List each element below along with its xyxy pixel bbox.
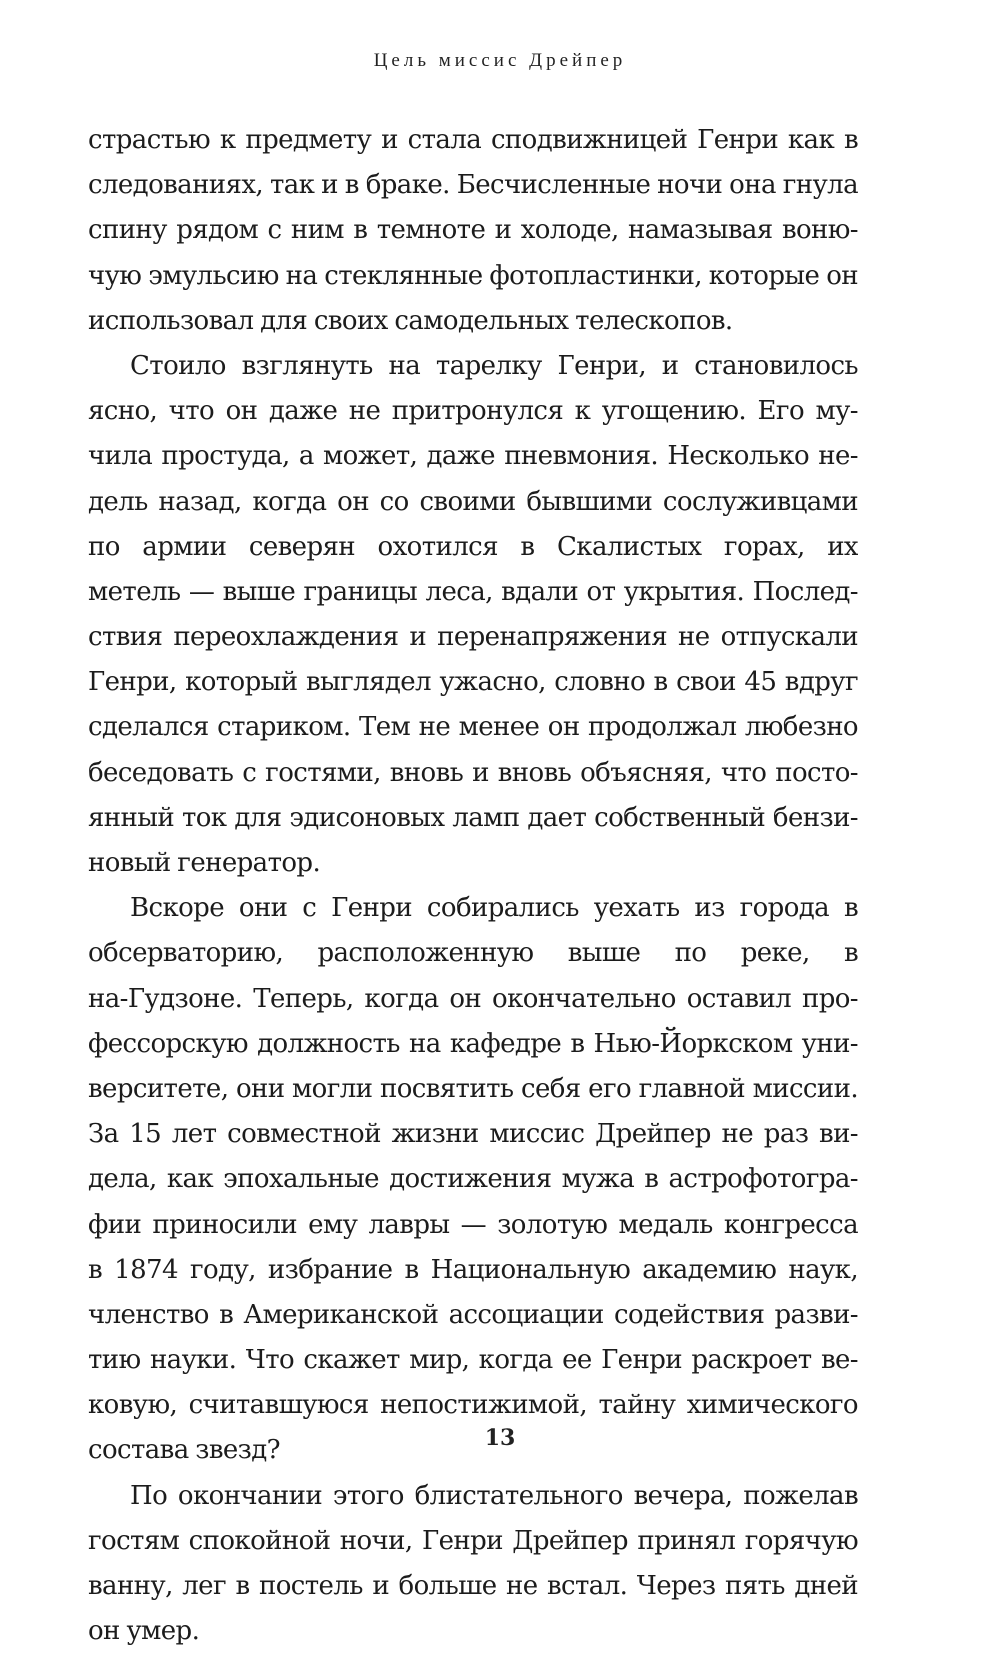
text-line: чую эмульсию на стеклянные фотопластинки, которые он xyxy=(88,260,858,291)
body-text xyxy=(88,118,858,1654)
text-line: на-Гудзоне. Теперь, когда он окончательно оставил про- xyxy=(88,983,858,1014)
text-line: страстью к предмету и стала сподвижницей Генри как в xyxy=(88,125,858,155)
text-line: чила простуда, а может, даже пневмония. Несколько не- xyxy=(88,441,858,472)
running-head: Цель миссис Дрейпер xyxy=(373,50,627,71)
text-line: фессорскую должность на кафедре в Нью-Йоркском уни- xyxy=(88,1028,858,1059)
text-line: гостям спокойной ночи, Генри Дрейпер принял горячую xyxy=(88,1525,858,1556)
text-line: состава звезд? xyxy=(88,1435,280,1466)
text-line: ясно, что он даже не притронулся к угощению. Его му- xyxy=(88,396,858,427)
text-line: он умер. xyxy=(88,1616,200,1647)
text-line: Вскоре они с Генри собирались уехать из города в xyxy=(130,893,858,924)
page-number: 13 xyxy=(484,1425,516,1451)
text-line: метель — выше границы леса, вдали от укрытия. Послед- xyxy=(88,576,858,607)
text-line: спину рядом с ним в темноте и холоде, намазывая воню- xyxy=(88,215,858,246)
text-line: ковую, считавшуюся непостижимой, тайну химического xyxy=(88,1390,858,1421)
text-line: ствия переохлаждения и перенапряжения не отпускали xyxy=(88,622,858,653)
text-line: Генри, который выглядел ужасно, словно в свои 45 вдруг xyxy=(88,667,858,698)
text-line: обсерваторию, расположенную выше по реке, в xyxy=(88,938,858,969)
text-line: Стоило взглянуть на тарелку Генри, и становилось xyxy=(130,350,858,381)
text-line: новый генератор. xyxy=(88,848,321,878)
text-line: За 15 лет совместной жизни миссис Дрейпер не раз ви- xyxy=(88,1119,858,1150)
text-line: в 1874 году, избрание в Национальную академию наук, xyxy=(88,1254,858,1285)
text-line: фии приносили ему лавры — золотую медаль конгресса xyxy=(88,1209,858,1240)
text-line: членство в Американской ассоциации содействия разви- xyxy=(88,1299,858,1330)
text-line: дель назад, когда он со своими бывшими сослуживцами xyxy=(88,486,858,517)
text-line: ванну, лег в постель и больше не встал. Через пять дней xyxy=(88,1571,858,1601)
text-line: тию науки. Что скажет мир, когда ее Генри раскроет ве- xyxy=(88,1345,858,1376)
text-line: беседовать с гостями, вновь и вновь объясняя, что посто- xyxy=(88,757,858,788)
text-line: янный ток для эдисоновых ламп дает собственный бензи- xyxy=(88,802,858,833)
text-line: сделался стариком. Тем не менее он продолжал любезно xyxy=(88,712,858,743)
text-line: следованиях, так и в браке. Бесчисленные ночи она гнула xyxy=(88,170,858,201)
text-line: по армии северян охотился в Скалистых горах, их xyxy=(88,531,858,562)
text-line: использовал для своих самодельных телескопов. xyxy=(88,305,733,336)
text-line: верситете, они могли посвятить себя его главной миссии. xyxy=(88,1073,858,1104)
text-line: дела, как эпохальные достижения мужа в астрофотогра- xyxy=(88,1164,858,1195)
text-line: По окончании этого блистательного вечера, пожелав xyxy=(130,1480,858,1511)
